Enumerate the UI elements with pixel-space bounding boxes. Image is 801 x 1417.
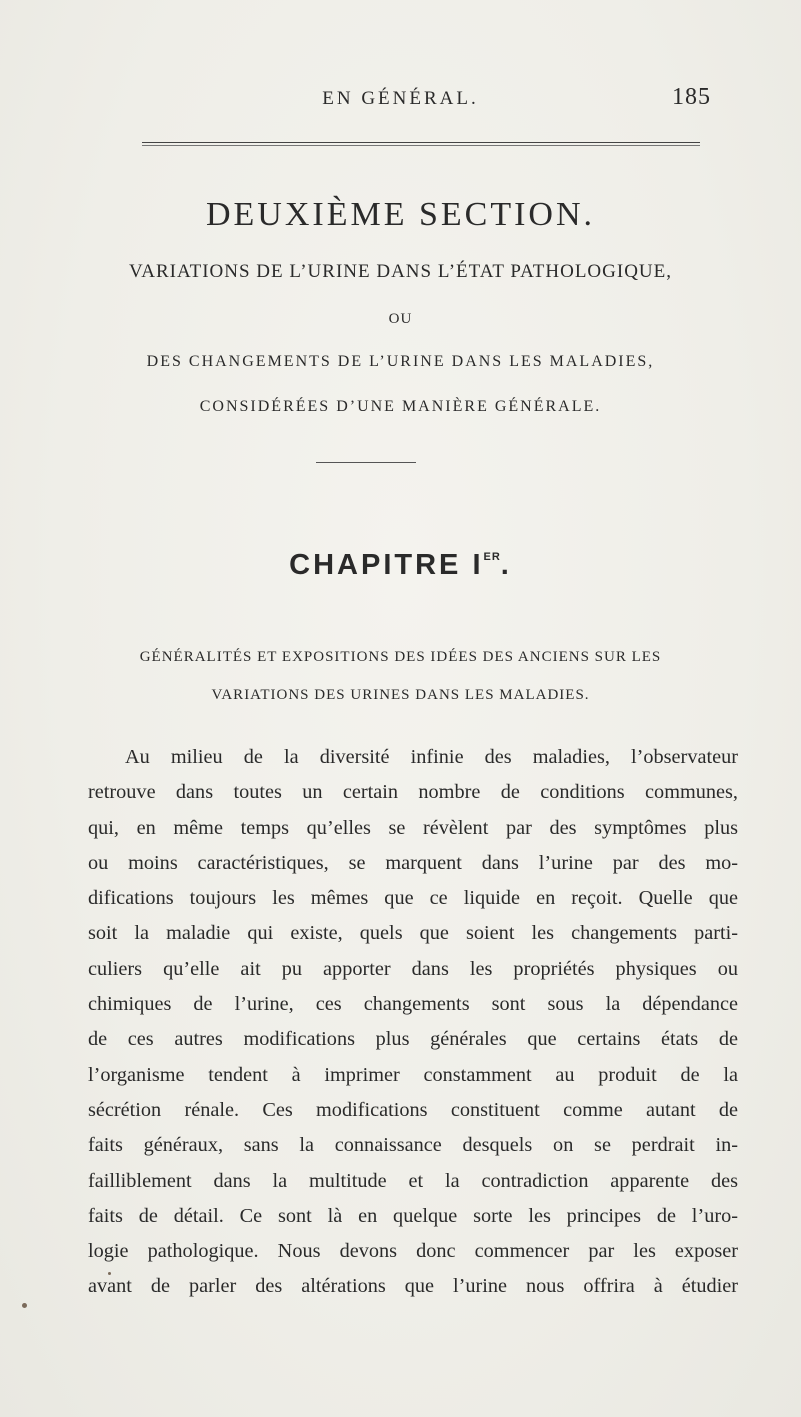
body-line: soit la maladie qui existe, quels que soient les changements parti- [88,922,738,945]
chapter-title [0,549,801,582]
body-line: avant de parler des altérations que l’urine nous offrira à étudier [88,1275,738,1298]
header-rule-thin [142,145,700,146]
page-number: 185 [672,84,711,110]
running-head-title: EN GÉNÉRAL. [322,88,479,109]
chapter-title-superscript: ER [483,551,501,563]
chapter-title-text: CHAPITRE I [289,549,484,581]
section-subtitle-line2: DES CHANGEMENTS DE L’URINE DANS LES MALADIES, [146,353,655,370]
section-subtitle-or: OU [388,311,413,327]
body-line: sécrétion rénale. Ces modifications constituent comme autant de [88,1098,738,1121]
section-subtitle-line1: VARIATIONS DE L’URINE DANS L’ÉTAT PATHOLOGIQUE, [128,261,672,282]
body-line: ou moins caractéristiques, se marquent dans l’urine par des mo- [88,851,738,874]
body-line: culiers qu’elle ait pu apporter dans les propriétés physiques ou [88,957,738,980]
body-line: Au milieu de la diversité infinie des maladies, l’observateur [125,746,738,768]
body-paragraph [88,740,738,1305]
section-divider [316,462,416,463]
body-line: faits de détail. Ce sont là en quelque sorte les principes de l’uro- [88,1204,738,1227]
chapter-subtitle-line2: VARIATIONS DES URINES DANS LES MALADIES. [211,687,590,703]
body-line: de ces autres modifications plus générales que certains états de [88,1028,738,1051]
body-line: failliblement dans la multitude et la contradiction apparente des [88,1169,738,1192]
body-line: retrouve dans toutes un certain nombre de conditions communes, [88,781,738,804]
body-line: faits généraux, sans la connaissance desquels on se perdrait in- [88,1134,738,1157]
running-head [0,84,801,114]
chapter-subtitle-line1: GÉNÉRALITÉS ET EXPOSITIONS DES IDÉES DES ANCIENS SUR LES [139,649,662,665]
paper-speck [22,1303,27,1308]
chapter-title-period: . [500,549,512,581]
body-line: chimiques de l’urine, ces changements sont sous la dépendance [88,993,738,1016]
paper-speck [108,1272,111,1275]
header-rule [142,142,700,143]
section-title: DEUXIÈME SECTION. [205,196,596,233]
body-line: logie pathologique. Nous devons donc commencer par les exposer [88,1240,738,1263]
body-line: difications toujours les mêmes que ce liquide en reçoit. Quelle que [88,887,738,910]
section-subtitle-line3: CONSIDÉRÉES D’UNE MANIÈRE GÉNÉRALE. [199,398,602,415]
body-line: l’organisme tendent à imprimer constamment au produit de la [88,1063,738,1086]
body-line: qui, en même temps qu’elles se révèlent par des symptômes plus [88,816,738,839]
